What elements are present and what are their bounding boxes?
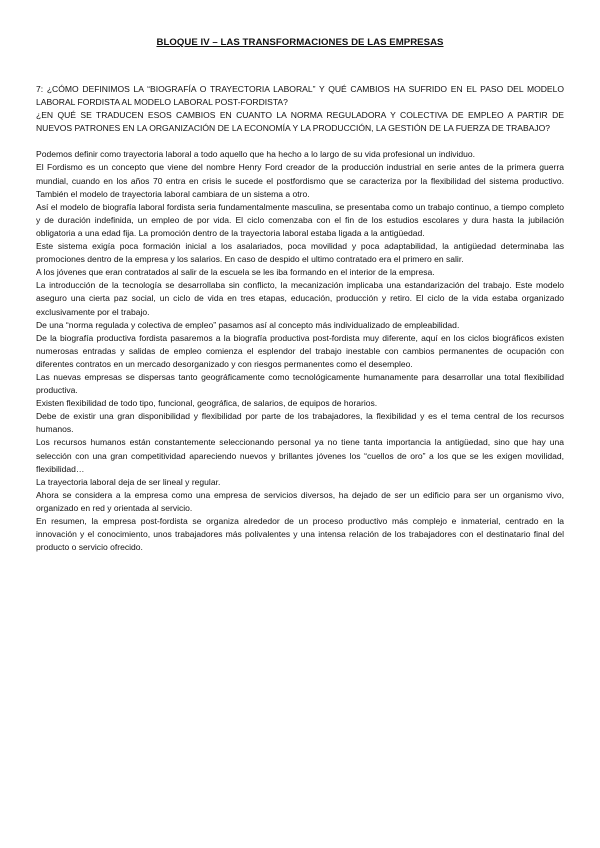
paragraph: De la biografía productiva fordista pasaremos a la biografía productiva post-fordista muy diferente, aquí en los ciclos biográficos existen numerosas entradas y salidas de empleo comienza el esplendor del trabajo inestable con cambios permanentes de ocupación con diferentes contratos en un mercado desorganizado y con riesgos permanentes como el desempleo.	[36, 332, 564, 369]
spacer	[36, 135, 564, 148]
question-7-followup: ¿EN QUÉ SE TRADUCEN ESOS CAMBIOS EN CUANTO LA NORMA REGULADORA Y COLECTIVA DE EMPLEO A PARTIR DE NUEVOS PATRONES EN LA ORGANIZACIÓN DE LA ECONOMÍA Y LA PRODUCCIÓN, LA GESTIÓN DE LA FUERZA DE TRABAJO?	[36, 110, 564, 134]
paragraph: Así el modelo de biografía laboral fordista seria fundamentalmente masculina, se presentaba como un trabajo continuo, a tiempo completo y de duración indefinida, un empleo de por vida. El ciclo comenzaba con el fin de los estudios escolares y dura hasta la jubilación obligatoria a una edad fija. La promoción dentro de la trayectoria laboral estaba ligada a la antigüedad.	[36, 201, 564, 238]
paragraph: El Fordismo es un concepto que viene del nombre Henry Ford creador de la producción industrial en serie antes de la primera guerra mundial, cuando en los años 70 entra en crisis le sucede el postfordismo que se caracteriza por la flexibilidad del sistema productivo. También el modelo de trayectoria laboral cambiara de un sistema a otro.	[36, 162, 564, 199]
paragraph: Debe de existir una gran disponibilidad y flexibilidad por parte de los trabajadores, la flexibilidad y es el tema central de los recursos humanos.	[36, 411, 564, 435]
question-7: 7: ¿CÓMO DEFINIMOS LA “BIOGRAFÍA O TRAYECTORIA LABORAL” Y QUÉ CAMBIOS HA SUFRIDO EN EL PASO DEL MODELO LABORAL FORDISTA AL MODELO LABORAL POST-FORDISTA?	[36, 84, 564, 108]
paragraph: La trayectoria laboral deja de ser lineal y regular.	[36, 476, 221, 487]
paragraph: Ahora se considera a la empresa como una empresa de servicios diversos, ha dejado de ser un edificio para ser un organismo vivo, organizado en red y orientada al servicio.	[36, 489, 564, 513]
paragraph: La introducción de la tecnología se desarrollaba sin conflicto, la mecanización implicaba una estandarización del trabajo. Este modelo aseguro una cierta paz social, un ciclo de vida en tres etapas, educación, producción y retiro. El ciclo de la vida estaba organizado exclusivamente por el trabajo.	[36, 280, 564, 317]
paragraph: Este sistema exigía poca formación inicial a los asalariados, poca movilidad y poca adaptabilidad, la antigüedad determinaba las promociones dentro de la empresa y los salarios. En caso de despido el ultimo contratado era el primero en salir.	[36, 241, 564, 265]
document-title: BLOQUE IV – LAS TRANSFORMACIONES DE LAS EMPRESAS	[156, 37, 444, 48]
paragraph: De una “norma regulada y colectiva de empleo” pasamos así al concepto más individualizado de empleabilidad.	[36, 319, 460, 330]
paragraph: Las nuevas empresas se dispersas tanto geográficamente como tecnológicamente humanamente para desarrollar una total flexibilidad productiva.	[36, 371, 564, 396]
paragraph: En resumen, la empresa post-fordista se organiza alrededor de un proceso productivo más complejo e inmaterial, centrado en la innovación y el conocimiento, unos trabajadores más polivalentes y una intensa relación de los trabajadores con el destinatario final del producto o servicio ofrecido.	[36, 516, 564, 553]
paragraph: A los jóvenes que eran contratados al salir de la escuela se les iba formando en el interior de la empresa.	[36, 267, 435, 278]
document-body	[36, 83, 564, 554]
paragraph: Podemos definir como trayectoria laboral a todo aquello que ha hecho a lo largo de su vida profesional un individuo.	[36, 149, 476, 160]
paragraph: Existen flexibilidad de todo tipo, funcional, geográfica, de salarios, de equipos de horarios.	[36, 398, 378, 409]
paragraph: Los recursos humanos están constantemente seleccionando personal ya no tiene tanta importancia la antigüedad, sino que hay una selección con una gran competitividad apareciendo nuevos y brillantes jóvenes los “cuellos de oro” a los que se les exigen movilidad, flexibilidad…	[36, 437, 564, 474]
